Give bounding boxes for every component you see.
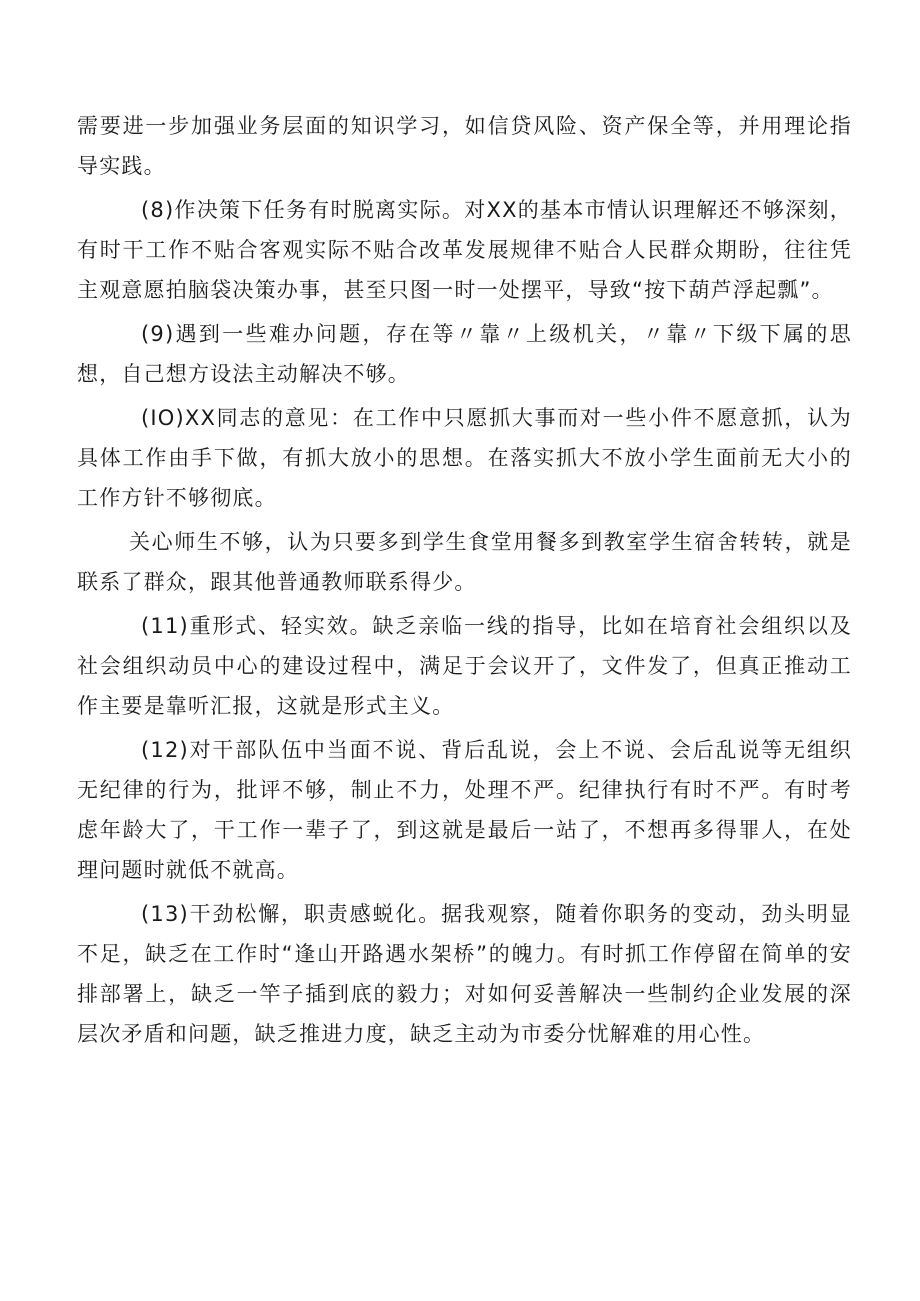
paragraph-continuation: 需要进一步加强业务层面的知识学习，如信贷风险、资产保全等，并用理论指导实践。 — [77, 114, 852, 178]
paragraph-item-13: (13)干劲松懈，职责感蜕化。据我观察，随着你职务的变动，劲头明显不足，缺乏在工作时“逢山开路遇水架桥”的魄力。有时抓工作停留在简单的安排部署上，缺乏一竿子插到底的毅力；对如何妥善解决一些制约企业发展的深层次矛盾和问题，缺乏推进力度，缺乏主动为市委分忧解难的用心性。 — [77, 902, 852, 1046]
paragraph-item-8: (8)作决策下任务有时脱离实际。对XX的基本市情认识理解还不够深刻，有时干工作不贴合客观实际不贴合改革发展规律不贴合人民群众期盼，往往凭主观意愿拍脑袋决策办事，甚至只图一时一处摆平，导致“按下葫芦浮起瓢”。 — [77, 198, 852, 302]
paragraph-care-teachers: 关心师生不够，认为只要多到学生食堂用餐多到教室学生宿舍转转，就是联系了群众，跟其他普通教师联系得少。 — [77, 530, 852, 594]
paragraph-item-12: (12)对干部队伍中当面不说、背后乱说，会上不说、会后乱说等无组织无纪律的行为，批评不够，制止不力，处理不严。纪律执行有时不严。有时考虑年龄大了，干工作一辈子了，到这就是最后一站了，不想再多得罪人，在处理问题时就低不就高。 — [77, 738, 852, 882]
paragraph-item-9: (9)遇到一些难办问题，存在等〃靠〃上级机关，〃靠〃下级下属的思想，自己想方设法主动解决不够。 — [77, 322, 852, 386]
paragraph-item-10: (IO)XX同志的意见：在工作中只愿抓大事而对一些小件不愿意抓，认为具体工作由手下做，有抓大放小的思想。在落实抓大不放小学生面前无大小的工作方针不够彻底。 — [77, 406, 852, 510]
document-body — [77, 106, 852, 1058]
paragraph-item-11: (11)重形式、轻实效。缺乏亲临一线的指导，比如在培育社会组织以及社会组织动员中心的建设过程中，满足于会议开了，文件发了，但真正推动工作主要是靠听汇报，这就是形式主义。 — [77, 614, 852, 718]
